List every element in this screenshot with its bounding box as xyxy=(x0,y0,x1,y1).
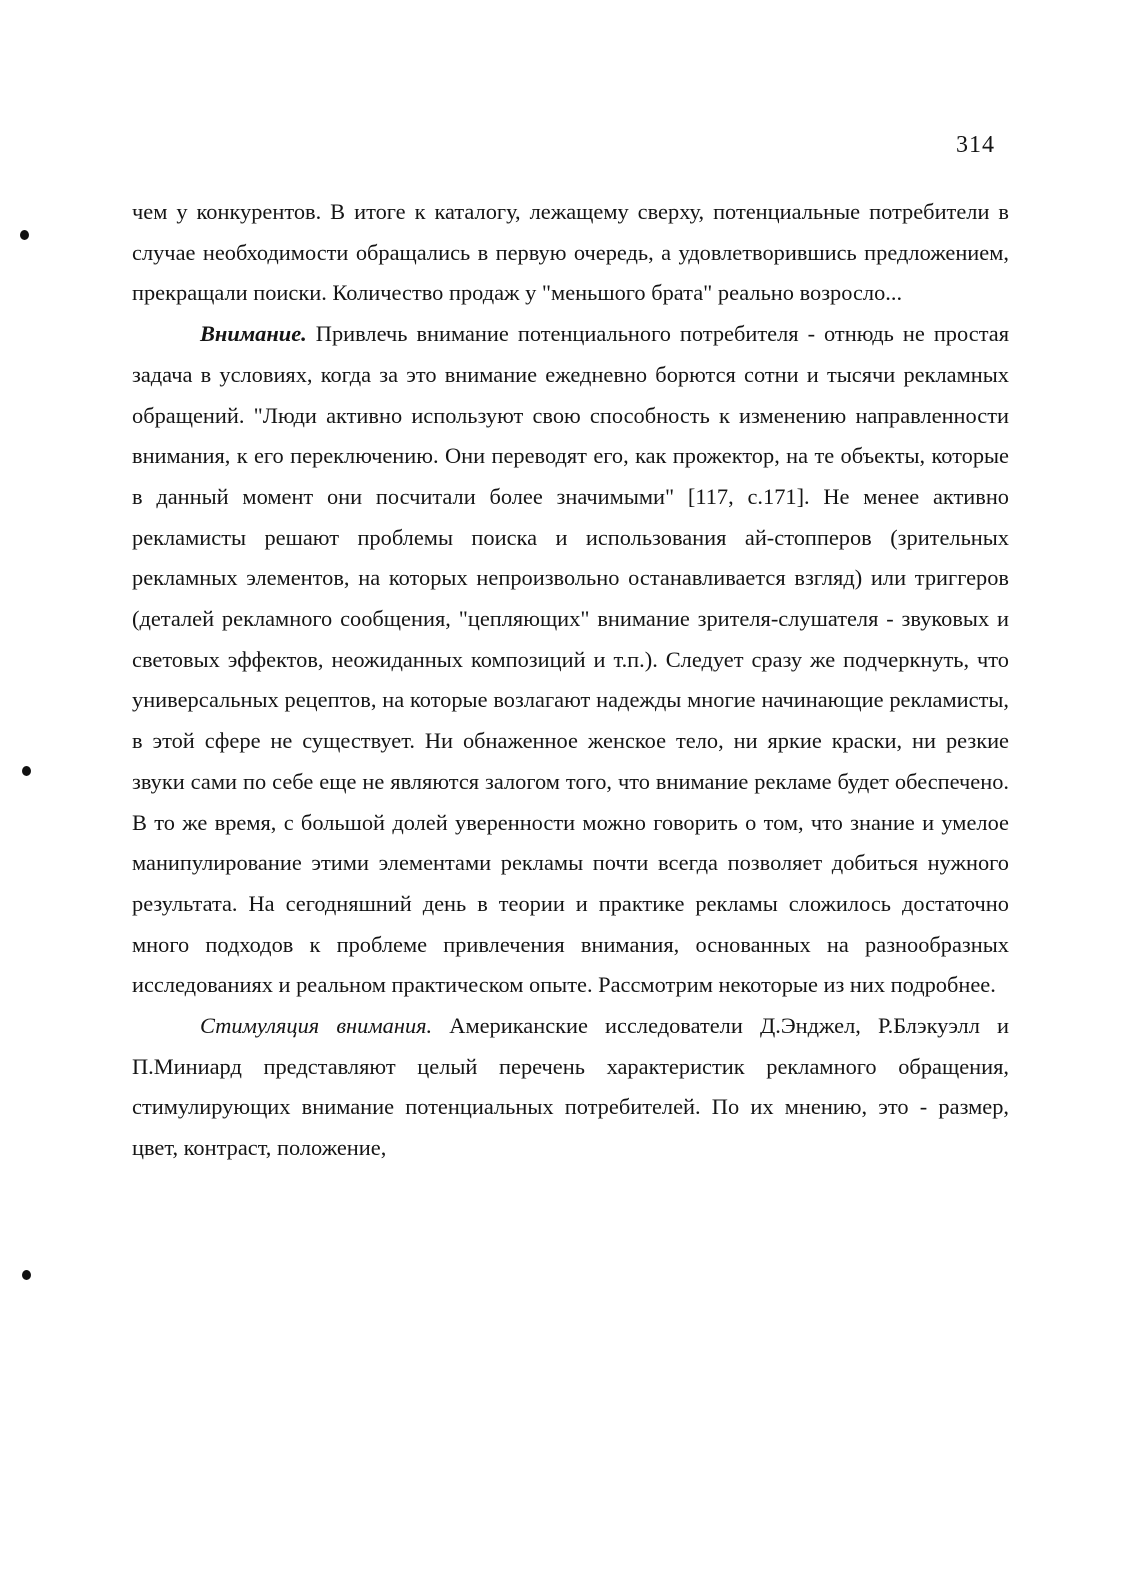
paragraph-stimulation xyxy=(132,1006,1009,1169)
paragraph-text: чем у конкурентов. В итоге к каталогу, лежащему сверху, потенциальные потребители в случае необходимости обращались в первую очередь, а удовлетворившись предложением, прекращали поиски. Количество продаж у "меньшого брата" реально возросло... xyxy=(132,199,1009,306)
paragraph-heading: Внимание. xyxy=(200,321,307,347)
paragraph-heading: Стимуляция внимания. xyxy=(200,1013,433,1039)
margin-mark xyxy=(22,1270,31,1280)
paragraph-attention xyxy=(132,314,1009,1006)
paragraph-text: Американские исследователи Д.Энджел, Р.Блэкуэлл и П.Миниард представляют целый перечень характеристик рекламного обращения, стимулирующих внимание потенциальных потребителей. По их мнению, это - размер, цвет, контраст, положение, xyxy=(132,1013,1009,1161)
margin-mark xyxy=(20,230,29,240)
paragraph-continuation xyxy=(132,192,1009,314)
paragraph-text: Привлечь внимание потенциального потребителя - отнюдь не простая задача в условиях, когда за это внимание ежедневно борются сотни и тысячи рекламных обращений. "Люди активно используют свою способность к изменению направленности внимания, к его переключению. Они переводят его, как прожектор, на те объекты, которые в данный момент они посчитали более значимыми" [117, с.171]. Не менее активно рекламисты решают проблемы поиска и использования ай-стопперов (зрительных рекламных элементов, на которых непроизвольно останавливается взгляд) или триггеров (деталей рекламного сообщения, "цепляющих" внимание зрителя-слушателя - звуковых и световых эффектов, неожиданных композиций и т.п.). Следует сразу же подчеркнуть, что универсальных рецептов, на которые возлагают надежды многие начинающие рекламисты, в этой сфере не существует. Ни обнаженное женское тело, ни яркие краски, ни резкие звуки сами по себе еще не являются залогом того, что внимание рекламе будет обеспечено. В то же время, с большой долей уверенности можно говорить о том, что знание и умелое манипулирование этими элементами рекламы почти всегда позволяет добиться нужного результата. На сегодняшний день в теории и практике рекламы сложилось достаточно много подходов к проблеме привлечения внимания, основанных на разнообразных исследованиях и реальном практическом опыте. Рассмотрим некоторые из них подробнее. xyxy=(132,321,1009,998)
document-body xyxy=(132,192,1009,1169)
page-number: 314 xyxy=(956,132,995,158)
margin-mark xyxy=(22,766,31,776)
